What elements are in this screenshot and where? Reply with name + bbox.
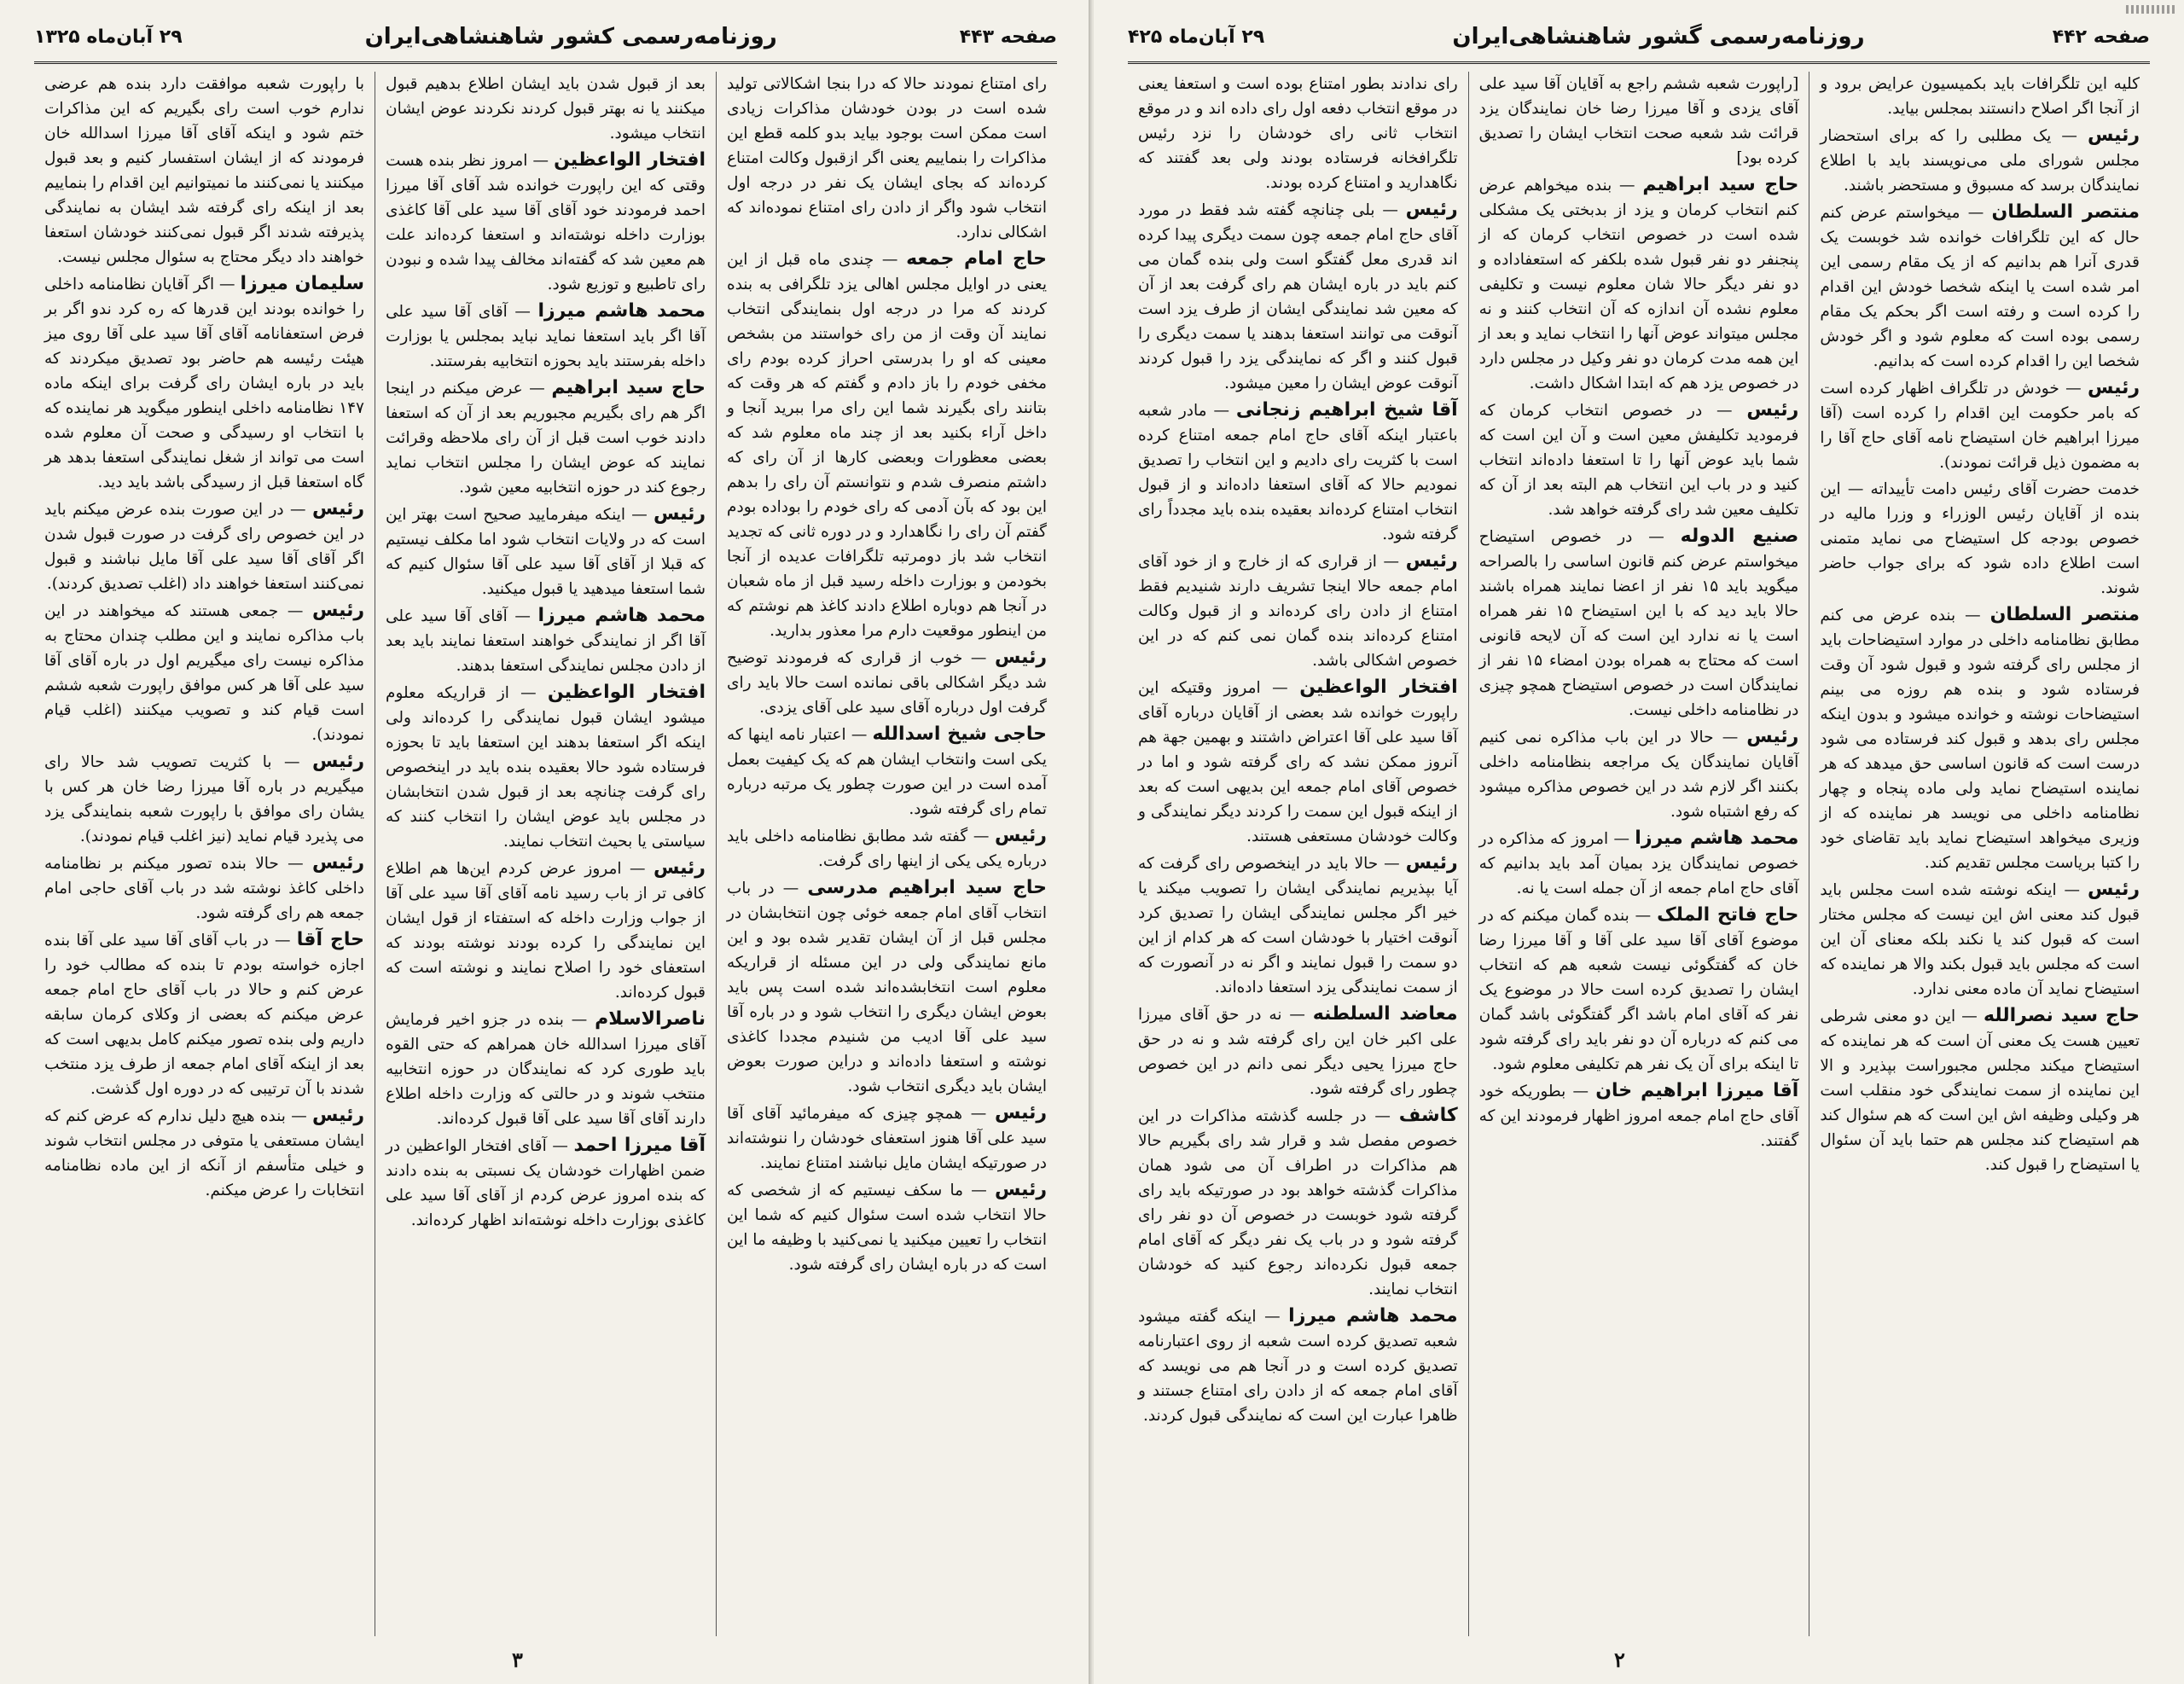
paragraph-text: [راپورت شعبه ششم راجع به آقایان آقا سید علی آقای یزدی و آقا میرزا رضا خان نمایندگان یزد قرائت شد شعبه صحت انتخاب ایشان را تصدیق کرده بود]: [1478, 75, 1799, 167]
speaker-name: ناصرالاسلام: [595, 1008, 706, 1030]
left-issue-date: ۲۹ آبان‌ماه ۱۳۲۵: [34, 26, 183, 48]
paragraph: [1479, 524, 1799, 723]
speaker-name: رئیس: [1405, 550, 1458, 572]
paragraph-text: — اعتبار نامه اینها که یکی است وانتخاب ایشان هم که یک کیفیت بعمل آمده است در این صورت چطور یک مرتبه درباره تمام رای گرفته شود.: [727, 726, 1047, 818]
paragraph-text: — در باب آقای آقا سید علی آقا بنده اجازه خواسته بودم تا بنده که مطالب خود را عرض کنم و حالا در باب آقای حاج امام جمعه عرض میکنم که بعضی از وکلای کرمان سابقه داریم ولی بنده تصور میکنم کامل بدیهی است که بعد از اینکه آقای امام جمعه از طرف یزد منتخب شدند با آن ترتیبی که در دوره اول گذشت.: [44, 932, 364, 1098]
paragraph: [1820, 602, 2140, 875]
paragraph: [386, 680, 706, 854]
paragraph: [1138, 549, 1458, 673]
speaker-name: رئیس: [311, 852, 364, 874]
paragraph: [1138, 72, 1458, 195]
paragraph-text: — آقای آقا سید علی آقا اگر از نمایندگی خواهند استعفا نمایند باید بعد از دادن مجلس نمایندگی استعفا بدهند.: [386, 607, 706, 675]
paragraph-text: — یک مطلبی را که برای استحضار مجلس شورای ملی می‌نویسند باید با اطلاع نمایندگان برسد که مسبوق و مستحضر باشند.: [1820, 127, 2140, 195]
speaker-name: افتخار الواعظین: [554, 149, 706, 171]
paragraph-text: با راپورت شعبه موافقت دارد بنده هم عرضی ندارم خوب است رای بگیریم که این مذاکرات ختم شود و اینکه آقای آقا میرزا اسدالله خان فرمودند که از ایشان استفسار کنیم و بعد قبول میکنند یا نمی‌کنند ما نمیتوانیم این اقدام را بنماییم بعد از اینکه رای گرفته شد ایشان به نمایندگی پذیرفته شدند اگر قبول نمی‌کنند خودشان استعفا خواهند داد دیگر محتاج به سئوال مجلس نیست.: [44, 75, 364, 266]
paragraph: [1479, 398, 1799, 522]
paragraph-text: — بطوریکه خود آقای حاج امام جمعه امروز اظهار فرمودند این که گفتند.: [1478, 1083, 1799, 1150]
speaker-name: محمد هاشم میرزا: [537, 300, 706, 322]
speaker-name: رئیس: [1746, 726, 1799, 747]
speaker-name: رئیس: [994, 1179, 1047, 1200]
paragraph: [386, 148, 706, 297]
paragraph-text: رای ندادند بطور امتناع بوده است و استعفا یعنی در موقع انتخاب دفعه اول رای داده اند و در موقع انتخاب ثانی رای خودشان را نزد رئیس تلگرافخانه فرستاده بودند ولی بعد گفتند که نگاهدارید و امتناع کرده بودند.: [1137, 75, 1458, 192]
paragraph: [1479, 1078, 1799, 1153]
right-page-number: ۲: [1614, 1647, 1625, 1672]
speaker-name: حاج سید ابراهیم: [1642, 174, 1799, 195]
paragraph: [386, 502, 706, 601]
speaker-name: رئیس: [1746, 399, 1799, 421]
speaker-name: افتخار الواعظین: [547, 682, 706, 703]
paragraph: [1138, 398, 1458, 547]
paragraph: [1138, 197, 1458, 396]
speaker-name: حاج سید ابراهیم مدرسی: [807, 877, 1047, 898]
paragraph-text: — چندی ماه قبل از این یعنی در اوایل مجلس اهالی یزد تلگرافی به بنده کردند که مرا در درجه اول بنمایندگی انتخاب نمایند آن وقت از من رای خواستند من بشخص معینی که او را بدرستی احراز کرده بودم رای مخفی خودم را باز دادم و گفتم که هر وقت که بتانند رای بگیرند شما این رای مرا ببرید آنجا و داخل آراء بکنید بعد از چند ماه معلوم شد که بعضی معظورات وبعضی کارها از آن رای که داشتم منصرف شدم و نتوانستم آن رای را بدهم این بود که بآن آدمی که رای خودم را بوداده بودم گفتم آن رای را نگاهدارد و در دوره ثانی که تجدید انتخاب شد باز دومرتبه تلگرافات عدیده از آنجا بخودمن و بوزارت داخله رسید قبل از ماه شعبان در آنجا هم دوباره اطلاع دادند کاغذ هم نوشتم که من اینطور موقعیت دارم مرا معذور بدارید.: [727, 251, 1047, 640]
paragraph-text: رای امتناع نمودند حالا که درا بنجا اشکالاتی تولید شده است در بودن خودشان مذاکرات زیادی است ممکن است بوجود بیاید بدو کلمه قطع این مذاکرات را بنماییم یعنی اگر ازقبول وکالت امتناع کرده‌اند که بجای ایشان یک نفر در درجه اول انتخاب شود واگر از دادن رای امتناع نموده‌اند که اشکالی ندارد.: [727, 75, 1047, 241]
paragraph-text: — اینکه نوشته شده است مجلس باید قبول کند معنی اش این نیست که مجلس مختار است که قبول کند یا نکند بلکه معنای آن این است که مجلس باید قبول بکند والا هر نماینده که استیضاح نماید آن ماده معنی ندارد.: [1820, 881, 2140, 998]
paragraph-text: — بلی چنانچه گفته شد فقط در مورد آقای حاج امام جمعه چون سمت دیگری پیدا کرده اند قدری معل گفتگو است ولی بنده گمان می کنم باید در باره ایشان هم رای گرفت بعد از آن که معین شد نمایندگی ایشان از طرف یزد است آنوقت می توانند استعفا بدهند یا سمت دیگری را قبول کنند و اگر که نمایندگی یزد را قبول کردند آنوقت عوض ایشان را معین میشود.: [1137, 201, 1458, 392]
speaker-name: منتصر السلطان: [1991, 201, 2140, 223]
speaker-name: سلیمان میرزا: [240, 273, 364, 294]
paragraph: [44, 851, 364, 926]
paragraph-text: خدمت حضرت آقای رئیس دامت تأییداته — این بنده از آقایان رئیس الوزراء و وزرا مالیه در خصوص بودجه کل استیضاح می نماید متمنی است اطلاع داده شود که برای جواب حاضر شوند.: [1820, 480, 2140, 597]
paragraph-text: — امروز که مذاکره در خصوص نمایندگان یزد بمیان آمد باید بدانیم که آقای حاج امام جمعه از آن جمله است یا نه.: [1478, 830, 1799, 897]
paragraph: [44, 271, 364, 495]
left-masthead: [34, 12, 1057, 64]
paragraph-text: — امروز نظر بنده هست وقتی که این راپورت خوانده شد آقای آقا میرزا احمد فرمودند خود آقای آقا سید علی آقا کاغذی بوزارت داخله نوشته‌اند و استعفا کرده‌اند علت هم معین شد که گفته‌اند مخالف پیدا شده و نبودن رای تاطبیع و توزیع شود.: [386, 152, 706, 293]
paragraph: [386, 1007, 706, 1131]
paragraph-text: — حالا در این باب مذاکره نمی کنیم آقایان نمایندگان یک مراجعه بنظامنامه داخلی بکنند اگر لازم شد در این خصوص مذاکره میشود که رفع اشتباه شود.: [1478, 729, 1799, 821]
paragraph-text: — اینکه میفرمایید صحیح است بهتر این است که در ولایات انتخاب شود اما مکلف نیستیم که قبلا از آقای آقا سید علی آقا سئوال کنیم که شما استعفا میدهید یا قبول میکنید.: [386, 506, 706, 598]
speaker-name: رئیس: [2088, 377, 2140, 398]
paragraph-text: — در باب انتخاب آقای امام جمعه خوئی چون انتخابشان در مجلس قبل از آن ایشان تقدیر شده بود و این مانع نمایندگی ولی در این مسئله از قراریکه معلوم است انتخابشده‌اند شده است پس باید بعوض ایشان دیگری را انتخاب شود و در باره آقا سید علی آقا ادیب من شنیدم مجددا کاغذی نوشته و استعفا داده‌اند و دراین صورت بعوض ایشان باید دیگری انتخاب شود.: [727, 880, 1047, 1095]
speaker-name: منتصر السلطان: [1989, 604, 2140, 625]
speaker-name: محمد هاشم میرزا: [1288, 1305, 1458, 1327]
paragraph: [44, 598, 364, 747]
paragraph: [1138, 1304, 1458, 1428]
paragraph-text: — در خصوص استیضاح میخواستم عرض کنم قانون اساسی را بالصراحه میگوید باید ۱۵ نفر از اعضا نمایند همراه باشند حالا باید دید که با این استیضاح ۱۵ نفر همراه است یا نه ندارد این است که آن لایحه قانونی است که محتاج به همراه بودن امضاء ۱۵ نفر از نمایندگان است در خصوص استیضاح همچو چیزی در نظامنامه داخلی نیست.: [1478, 528, 1799, 719]
speaker-name: رئیس: [311, 498, 364, 520]
paragraph-text: — اگر آقایان نظامنامه داخلی را خوانده بودند این قدرها که ره کرد ندو اگر بر فرض استعفانامه آقای آقا سید علی آقا روی میز هیئت رئیسه هم حاضر بود تصدیق میکردند که باید در باره ایشان رای گرفت برای اینکه ماده ۱۴۷ نظامنامه داخلی اینطور میگوید هر نماینده که با انتخاب او رسیدگی و صحت آن معلوم شده است می تواند از شغل نمایندگی استعفا بدهد هر گاه استعفا قبل از رسیدگی باشد باید دید.: [44, 276, 364, 491]
paragraph: [1820, 72, 2140, 121]
paragraph: [1479, 903, 1799, 1077]
paragraph-text: — امروز عرض کردم این‌ها هم اطلاع کافی تر از باب رسید نامه آقای آقا سید علی آقا از جواب وزارت داخله که استفتاء از قول ایشان این نمایندگی را کرده بودند نوشته بودند که استعفای خود را اصلاح نمایند و نوشته است که قبول کرده‌اند.: [386, 860, 706, 1002]
paragraph-text: — در جلسه گذشته مذاکرات در این خصوص مفصل شد و قرار شد رای بگیریم حالا هم مذاکرات در اطراف آن می شود همان مذاکرات گذشته خواهد بود در صورتیکه باید رای گرفته شود خوبست در خصوص آن دو نفر رای گرفته شود و در باب یک نفر دیگر که آقای امام جمعه قبول نکرده‌اند رجوع کنید که خودشان انتخاب نمایند.: [1137, 1107, 1458, 1298]
paragraph: [1820, 477, 2140, 601]
paragraph: [727, 1100, 1047, 1176]
paragraph-text: بعد از قبول شدن باید ایشان اطلاع بدهیم قبول میکنند یا نه بهتر قبول کردند نکردند عوض ایشان انتخاب میشود.: [386, 75, 706, 142]
paragraph: [44, 1103, 364, 1203]
paragraph: [727, 823, 1047, 874]
paragraph: [386, 856, 706, 1005]
speaker-name: معاضد السلطنه: [1312, 1003, 1458, 1025]
speaker-name: افتخار الواعظین: [1299, 677, 1458, 698]
paragraph-text: — میخواستم عرض کنم حال که این تلگرافات خوانده شد خوبست یک قدرى آنرا هم بدانیم که از یک مقام رسمی این امر شده است یا اینکه شخصا خودش این اقدام را کرده است و رفته است اگر بحکم یک مقام رسمی بوده است که معلوم شود و اگر خودش شخصا این را اقدام کرده است که بدانیم.: [1820, 204, 2140, 370]
right-masthead: [1128, 12, 2150, 64]
paragraph-text: کلیه این تلگرافات باید بکمیسیون عرایض برود و از آنجا اگر اصلاح دانستند بمجلس بیاید.: [1820, 75, 2140, 118]
paragraph-text: — امروز وقتیکه این راپورت خوانده شد بعضی از آقایان درباره آقای آقا سید علی آقا اعتراض داشتند و بهمین جهة هم آنروز ممکن نشد که رای گرفته شود و اما در خصوص آقای امام جمعه این بدیهی است که بعد از اینکه قبول این سمت را کردند دیگر نمایندگی و وکالت خودشان مستعفی هستند.: [1137, 679, 1458, 845]
paragraph-text: — ما سکف نیستیم که از شخصی که حالا انتخاب شده است سئوال کنیم که شما این انتخاب را تعیین میکنید یا نمی‌کنید با وظیفه ما این است که در باره ایشان رای گرفته شود.: [727, 1182, 1047, 1274]
paragraph-text: — بنده گمان میکنم که در موضوع آقای آقا سید علی آقا و آقا میرزا رضا خان که گفتگوئی نیست شعبه هم که انتخاب ایشان را تصدیق کرده است حالا در موضوع یک نفر که آقای امام باشد اگر گفتگوئی باشد گمان می کنم که درباره آن دو نفر باید رای گرفته شود تا اینکه برای آن یک نفر هم تکلیفی معلوم شود.: [1478, 907, 1799, 1073]
paragraph-text: — این دو معنی شرطی تعیین هست یک معنی آن است که هر نماینده که استیضاح میکند مجلس مجبوراست بپذیرد و الا این نماینده از سمت نمایندگی خود منقلب است هر وکیلی وظیفه اش این است که هم سئوال کند هم استیضاح کند مجلس هم حتما باید آن سئوال یا استیضاح را قبول کند.: [1820, 1007, 2140, 1174]
right-issue-date: ۲۹ آبان‌ماه ۴۲۵: [1128, 26, 1265, 48]
speaker-name: محمد هاشم میرزا: [537, 605, 706, 626]
text-column: [1128, 72, 1468, 1636]
paragraph: [1138, 851, 1458, 1000]
paragraph-text: — حالا باید در اینخصوص رای گرفت که آیا بپذیریم نمایندگی ایشان را تصویب میکند یا خیر اگر مجلس نمایندگی ایشان را تصدیق کرد آنوقت اختیار با خودشان است که هر کدام از این دو سمت را قبول نمایند و اگر نه در آنصورت که از سمت نمایندگی یزد استعفا داده‌اند.: [1137, 855, 1458, 996]
speaker-name: رئیس: [994, 1102, 1047, 1124]
paragraph-text: — نه در حق آقای میرزا علی اکبر خان این رای گرفته شد و نه در حق حاج میرزا یحیی دیگر نمی دانم در این خصوص چطور رای گرفته شود.: [1137, 1006, 1458, 1098]
paragraph-text: — خودش در تلگراف اظهار کرده است که بامر حکومت این اقدام را کرده است (آقا میرزا ابراهیم خان استیضاح نامه آقای حاج آقا را به مضمون ذیل قرائت نمودند).: [1820, 380, 2140, 472]
speaker-name: رئیس: [1405, 852, 1458, 874]
speaker-name: رئیس: [2087, 879, 2140, 900]
text-column: [1809, 72, 2150, 1636]
speaker-name: حاج سید نصرالله: [1984, 1005, 2140, 1026]
paragraph: [1479, 826, 1799, 901]
paragraph-text: — آقای آقا سید علی آقا اگر باید استعفا نماید نباید بمجلس یا بوزارت داخله بفرستند باید بحوزه انتخابیه بفرستند.: [386, 303, 706, 370]
paragraph-text: — عرض میکنم در اینجا اگر هم رای بگیریم مجبوریم بعد از آن که استعفا دادند خوب است قبل از آن رای ملاحظه وقرائت نمایند که عوض ایشان را مجلس انتخاب نماید رجوع کند در حوزه انتخابیه معین شود.: [386, 380, 706, 496]
paragraph: [1820, 123, 2140, 198]
paragraph: [44, 72, 364, 270]
right-page-label: صفحه ۴۴۲: [2052, 26, 2150, 48]
paragraph: [1820, 877, 2140, 1002]
speaker-name: رئیس: [311, 751, 364, 772]
left-columns: [34, 72, 1057, 1636]
text-column: [1468, 72, 1809, 1636]
paragraph: [44, 749, 364, 849]
speaker-name: رئیس: [311, 600, 364, 621]
speaker-name: رئیس: [653, 857, 706, 879]
speaker-name: صنیع الدوله: [1680, 526, 1799, 547]
paragraph-text: — حالا بنده تصور میکنم بر نظامنامه داخلی کاغذ نوشته شد در باب آقای حاجی امام جمعه هم رای گرفته شود.: [44, 855, 364, 922]
paragraph: [386, 299, 706, 374]
speaker-name: آقا میرزا احمد: [573, 1135, 706, 1156]
paragraph-text: — خوب از قراری که فرمودند توضیح شد دیگر اشکالی باقی نمانده است حالا باید رای گرفت اول درباره آقای سید علی آقای یزدی.: [727, 649, 1047, 717]
text-column: [716, 72, 1057, 1636]
right-page: [1094, 0, 2184, 1684]
speaker-name: حاج فاتح الملک: [1657, 904, 1799, 926]
speaker-name: حاج امام جمعه: [906, 248, 1047, 270]
paragraph: [1138, 1002, 1458, 1101]
speaker-name: حاج آقا: [296, 929, 364, 950]
paragraph: [727, 72, 1047, 245]
paragraph: [44, 496, 364, 596]
paragraph-text: — با کثریت تصویب شد حالا رای میگیریم در باره آقا میرزا رضا خان هر کس با یشان رای موافق با راپورت شعبه بنمایندگی یزد می پذیرد قیام نماید (نیز اغلب قیام نمودند).: [44, 753, 364, 845]
paragraph: [1479, 724, 1799, 824]
left-newspaper-title: روزنامه‌رسمی کشور شاهنشاهی‌ایران: [364, 24, 777, 49]
text-column: [34, 72, 375, 1636]
paragraph-text: — جمعی هستند که میخواهند در این باب مذاکره نمایند و این مطلب چندان محتاج به مذاکره نیست رای میگیریم اول در باره آقای آقا سید علی آقا هر کس موافق راپورت شعبه ششم است قیام کند و تصویب میکنند (اغلب قیام نمودند).: [44, 602, 364, 744]
speaker-name: رئیس: [311, 1105, 364, 1126]
text-column: [375, 72, 716, 1636]
paragraph: [1820, 375, 2140, 475]
speaker-name: رئیس: [2087, 125, 2140, 146]
paragraph-text: — در این صورت بنده عرض میکنم باید در این خصوص رای گرفت در صورت قبول شدن اگر آقای آقا سید علی آقا مایل نباشند و قبول نمی‌کنند استعفا خواهند داد (اغلب تصدیق کردند).: [44, 501, 364, 593]
paragraph-text: — آقای افتخار الواعظین در ضمن اظهارات خودشان یک نسبتی به بنده دادند که بنده امروز عرض کردم از آقای آقا سید علی کاغذی بوزارت داخله نوشته‌اند اظهار کرده‌اند.: [386, 1137, 706, 1229]
speaker-name: محمد هاشم میرزا: [1635, 827, 1799, 849]
paragraph: [727, 1177, 1047, 1277]
speaker-name: رئیس: [994, 647, 1047, 668]
paragraph-text: — از قراری که از خارج و از خود آقای امام جمعه حالا اینجا تشریف دارند شنیدیم فقط امتناع از دادن رای کرده‌اند و از قبول وکالت امتناع کرده‌اند بنده گمان نمی کنم که در این خصوص اشکالی باشد.: [1137, 553, 1458, 670]
paragraph: [1820, 200, 2140, 374]
paragraph-text: — بنده هیچ دلیل ندارم که عرض کنم که ایشان مستعفی یا متوفی در مجلس انتخاب شوند و خیلی متأسفم از آنکه از این ماده نظامنامه انتخابات را عرض میکنم.: [44, 1107, 364, 1199]
paragraph: [1820, 1003, 2140, 1177]
paragraph: [386, 1133, 706, 1233]
paragraph: [1138, 675, 1458, 849]
paragraph: [386, 375, 706, 500]
speaker-name: آقا شیخ ابراهیم زنجانی: [1235, 399, 1458, 421]
speaker-name: حاج سید ابراهیم: [551, 377, 706, 398]
right-newspaper-title: روزنامه‌رسمی گشور شاهنشاهی‌ایران: [1452, 24, 1865, 49]
paragraph-text: — بنده میخواهم عرض کنم انتخاب کرمان و یزد از بدبختی یک مشکلی شده است در خصوص انتخاب کرمان که از پنجنفر دو نفر قبول شده بلکفر که استعفاداده و دو نفر دیگر حالا شان معلوم نیست و تکلیفی معلوم نشده آن اندازه که آن انتخاب کنند و نه مجلس میتواند عوض آنها را انتخاب نماید و بعد از این همه مدت کرمان دو نفر وکیل در مجلس دارد در خصوص یزد هم که ابتدا اشکال داشت.: [1478, 177, 1799, 392]
speaker-name: حاجی شیخ اسدالله: [872, 723, 1047, 745]
paragraph-text: — بنده در جزو اخیر فرمایش آقای میرزا اسدالله خان همراهم که حتی القوه باید طوری کرد که نمایندگان در حوزه انتخابیه منتخب شوند و در حالتی که وزارت داخله اطلاع دارند آقای آقا سید علی آقا قبول کرده‌اند.: [386, 1011, 706, 1128]
paragraph-text: — مادر شعبه باعتبار اینکه آقای حاج امام جمعه امتناع کرده است با کثریت رای دادیم و این انتخاب را تصدیق نمودیم حالا که آقای استعفا داده‌اند و از قبول انتخاب امتناع کرده‌اند بعقیده بنده باید مجدداً رای گرفته شود.: [1137, 402, 1458, 543]
right-columns: [1128, 72, 2150, 1636]
paragraph: [727, 875, 1047, 1099]
paragraph-text: — گفته شد مطابق نظامنامه داخلی باید درباره یکی یکی از اینها رای گرفت.: [727, 827, 1047, 870]
paragraph: [386, 603, 706, 678]
speaker-name: رئیس: [994, 825, 1047, 846]
paragraph: [1479, 72, 1799, 171]
paragraph-text: — بنده عرض می کنم مطابق نظامنامه داخلی در موارد استیضاحات باید از مجلس رای گرفته شود و قبول شود آن وقت فرستاده شود و بنده هم روزه می بینم استیضاحات نوشته و خوانده میشود و بدون اینکه مجلس رای بدهد و قبول کند فرستاده می شود درست است که قانون اساسی حق میدهد که هر نماینده استیضاح نماید ولی ماده پنجاه و چهار نظامنامه داخلی می نویسد هر نماینده که از وزیری میخواهد استیضاح نماید باید تقاضای خود را کتبا بریاست مجلس تقدیم کند.: [1820, 607, 2140, 872]
speaker-name: رئیس: [1405, 199, 1458, 220]
speaker-name: آقا میرزا ابراهیم خان: [1595, 1080, 1799, 1101]
paragraph-text: — از قراریکه معلوم میشود ایشان قبول نمایندگی را کرده‌اند ولی اینکه اگر استعفا بدهند این استعفا باید تا بحوزه فرستاده شود حالا بعقیده بنده باید در اینخصوص رای گرفت چنانچه بعد از قبول شدن انتخابشان در مجلس باید عوض ایشان را انتخاب کنند که سیاستی یا بحیث انتخاب نمایند.: [386, 684, 706, 851]
left-page-number: ۳: [512, 1647, 523, 1672]
paragraph: [1479, 172, 1799, 396]
paragraph-text: — همچو چیزی که میفرمائید آقای آقا سید علی آقا هنوز استعفای خودشان را ننوشته‌اند در صورتیکه ایشان مایل نباشند امتناع نمایند.: [727, 1105, 1047, 1172]
paragraph: [386, 72, 706, 146]
paragraph: [44, 927, 364, 1101]
left-page-label: صفحه ۴۴۳: [959, 26, 1057, 48]
paragraph-text: — در خصوص انتخاب کرمان که فرمودید تکلیفش معین است و آن این است که شما باید عوض آنها را تا استعفا داده‌اند انتخاب کنید و در باب این انتخاب هم البته بعد از آن که تکلیف معین شد رای گرفته خواهد شد.: [1478, 402, 1799, 519]
paragraph: [727, 722, 1047, 822]
paragraph: [727, 247, 1047, 643]
paragraph-text: — اینکه گفته میشود شعبه تصدیق کرده است شعبه از روی اعتبارنامه تصدیق کرده است و در آنجا هم می نویسد که آقای امام جمعه که از دادن رای امتناع جستند و ظاهرا عبارت این است که نمایندگی قبول کردند.: [1137, 1308, 1458, 1425]
speaker-name: کاشف: [1398, 1105, 1458, 1126]
paragraph: [1138, 1103, 1458, 1302]
speaker-name: رئیس: [653, 503, 706, 525]
paragraph: [727, 645, 1047, 720]
